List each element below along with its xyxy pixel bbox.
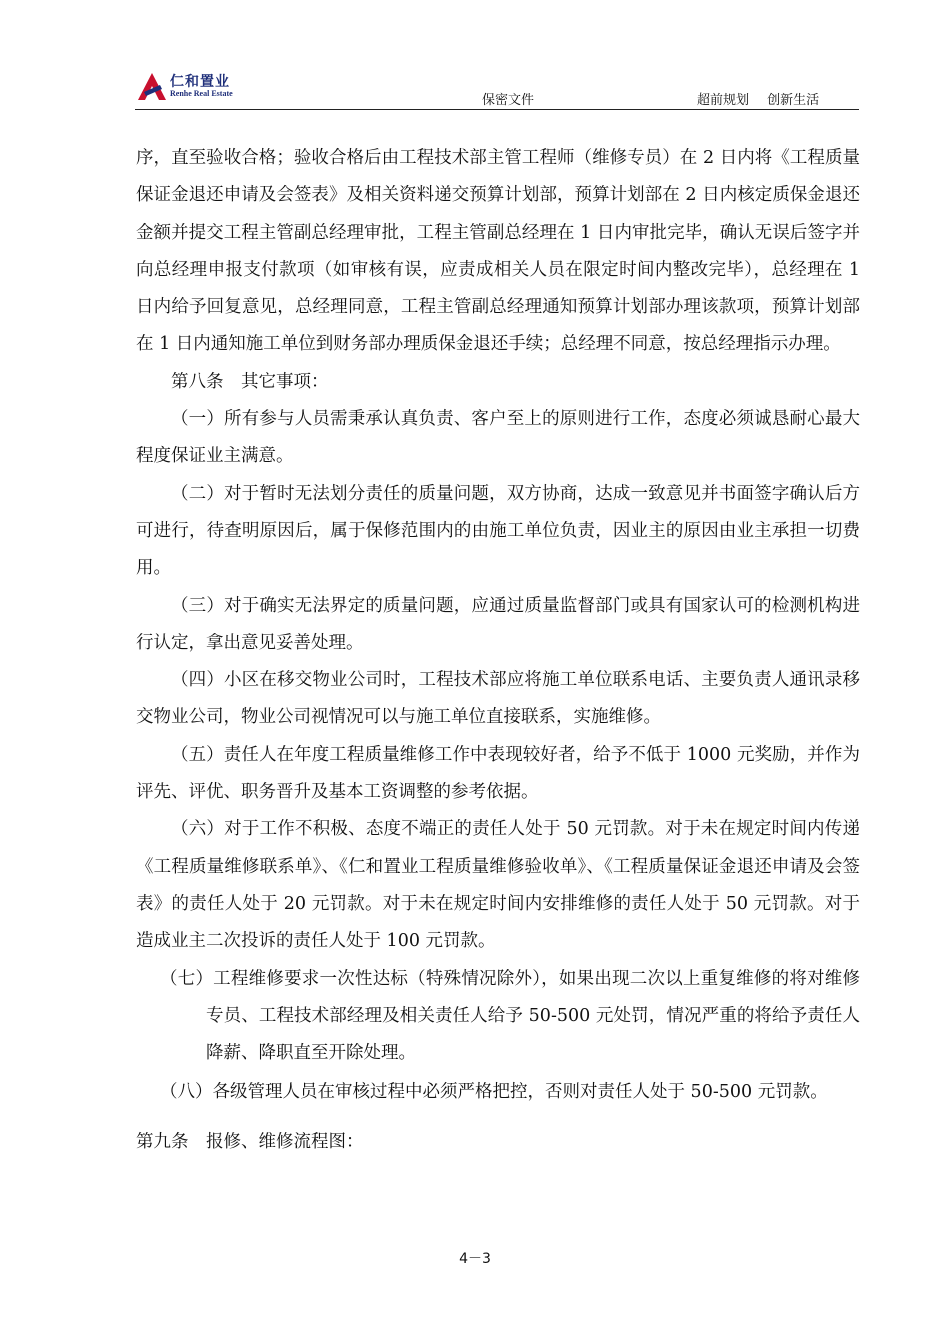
header-confidential-label: 保密文件	[482, 93, 535, 108]
article-8-item-8: （八）各级管理人员在审核过程中必须严格把控，否则对责任人处于 50-500 元罚款。	[160, 1082, 828, 1103]
article-8-item-6: （六）对于工作不积极、态度不端正的责任人处于 50 元罚款。对于未在规定时间内传递《工程质量维修联系单》、《仁和置业工程质量维修验收单》、《工程质量保证金退还申请及会签表》的责任人处于 20 元罚款。对于未在规定时间内安排维修的责任人处于 50 元罚款。对于造成业主二次投诉的责任人处于 100 元罚款。	[136, 819, 860, 952]
logo-english-name: Renhe Real Estate	[170, 89, 233, 98]
article-8-item-1: （一）所有参与人员需秉承认真负责、客户至上的原则进行工作，态度必须诚恳耐心最大程度保证业主满意。	[136, 409, 860, 467]
article-8-item-5: （五）责任人在年度工程质量维修工作中表现较好者，给予不低于 1000 元奖励，并作为评先、评优、职务晋升及基本工资调整的参考依据。	[136, 744, 860, 803]
article-8-item-2: （二）对于暂时无法划分责任的质量问题，双方协商，达成一致意见并书面签字确认后方可进行，待查明原因后，属于保修范围内的由施工单位负责，因业主的原因由业主承担一切费用。	[136, 483, 860, 579]
article-8-heading: 第八条 其它事项：	[171, 371, 329, 392]
header-slogan: 超前规划 创新生活	[697, 93, 820, 108]
paragraph-continued: 序，直至验收合格；验收合格后由工程技术部主管工程师（维修专员）在 2 日内将《工程质量保证金退还申请及会签表》及相关资料递交预算计划部，预算计划部在 2 日内核定质保金退还金额并提交工程主管副总经理审批，工程主管副总经理在 1 日内审批完毕，确认无误后签字并向总经理申报支付款项（如审核有误，应责成相关人员在限定时间内整改完毕），总经理在 1 日内给予回复意见，总经理同意，工程主管副总经理通知预算计划部办理该款项，预算计划部在 1 日内通知施工单位到财务部办理质保金退还手续；总经理不同意，按总经理指示办理。	[136, 148, 860, 355]
article-8-item-3: （三）对于确实无法界定的质量问题，应通过质量监督部门或具有国家认可的检测机构进行认定，拿出意见妥善处理。	[136, 595, 860, 653]
header-divider	[135, 109, 859, 110]
page-header	[0, 0, 950, 110]
article-8-item-7: （七）工程维修要求一次性达标（特殊情况除外），如果出现二次以上重复维修的将对维修专员、工程技术部经理及相关责任人给予 50-500 元处罚，情况严重的将给予责任人降薪、降职直至开除处理。	[160, 968, 860, 1064]
logo-chinese-name: 仁和置业	[170, 74, 230, 90]
logo-mark-icon	[135, 70, 169, 102]
page-number: 4－3	[459, 1251, 491, 1267]
article-9-heading: 第九条 报修、维修流程图：	[136, 1131, 364, 1152]
company-logo	[135, 70, 239, 102]
article-8-item-4: （四）小区在移交物业公司时，工程技术部应将施工单位联系电话、主要负责人通讯录移交物业公司，物业公司视情况可以与施工单位直接联系，实施维修。	[136, 670, 860, 728]
document-body	[136, 140, 860, 1161]
